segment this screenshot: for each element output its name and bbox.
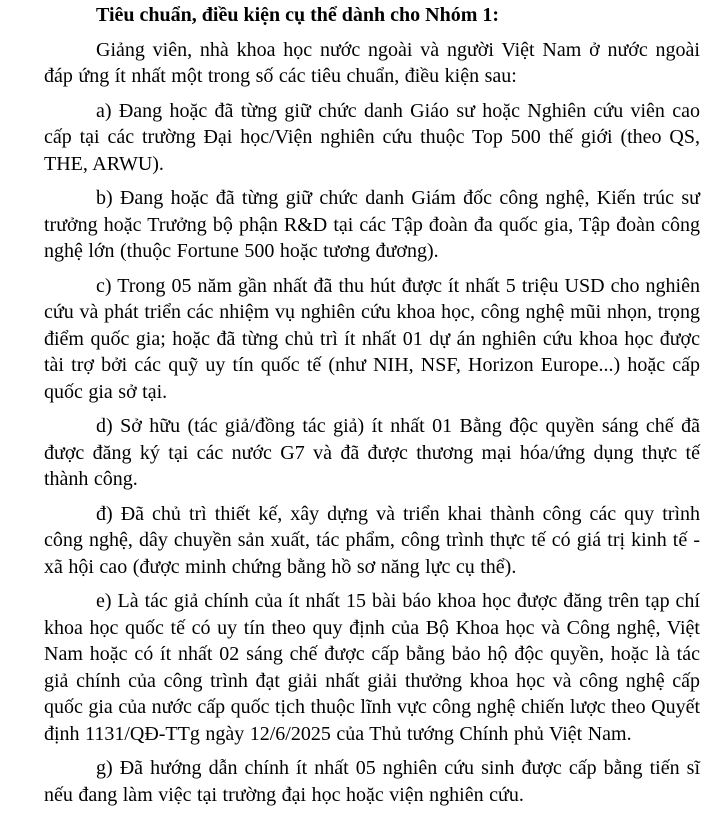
- document-title: Tiêu chuẩn, điều kiện cụ thể dành cho Nhóm 1:: [96, 4, 500, 26]
- paragraph-item-dd: đ) Đã chủ trì thiết kế, xây dựng và triển khai thành công các quy trình công nghệ, dây chuyền sản xuất, tác phẩm, công trình thực tế có giá trị kinh tế - xã hội cao (được minh chứng bằng hồ sơ năng lực cụ thể).: [44, 502, 700, 578]
- paragraph-item-a: a) Đang hoặc đã từng giữ chức danh Giáo sư hoặc Nghiên cứu viên cao cấp tại các trường Đại học/Viện nghiên cứu thuộc Top 500 thế giới (theo QS, THE, ARWU).: [44, 99, 700, 175]
- paragraph-item-g: g) Đã hướng dẫn chính ít nhất 05 nghiên cứu sinh được cấp bằng tiến sĩ nếu đang làm việc tại trường đại học hoặc viện nghiên cứu.: [44, 757, 700, 806]
- paragraph-item-e: e) Là tác giả chính của ít nhất 15 bài báo khoa học được đăng trên tạp chí khoa học quốc tế có uy tín theo quy định của Bộ Khoa học và Công nghệ, Việt Nam hoặc có ít nhất 02 sáng chế được cấp bằng bảo hộ độc quyền, hoặc là tác giả chính của công trình đạt giải nhất giải thưởng khoa học và công nghệ cấp quốc gia của nước cấp quốc tịch thuộc lĩnh vực công nghệ chiến lược theo Quyết định 1131/QĐ-TTg ngày 12/6/2025 của Thủ tướng Chính phủ Việt Nam.: [44, 590, 700, 745]
- paragraph-intro: Giảng viên, nhà khoa học nước ngoài và người Việt Nam ở nước ngoài đáp ứng ít nhất một trong số các tiêu chuẩn, điều kiện sau:: [44, 38, 700, 87]
- paragraph-item-b: b) Đang hoặc đã từng giữ chức danh Giám đốc công nghệ, Kiến trúc sư trưởng hoặc Trưởng bộ phận R&D tại các Tập đoàn đa quốc gia, Tập đoàn công nghệ lớn (thuộc Fortune 500 hoặc tương đương).: [44, 187, 700, 262]
- paragraph-item-c: c) Trong 05 năm gần nhất đã thu hút được ít nhất 5 triệu USD cho nghiên cứu và phát triển các nhiệm vụ nghiên cứu khoa học, công nghệ mũi nhọn, trọng điểm quốc gia; hoặc đã từng chủ trì ít nhất 01 dự án nghiên cứu khoa học được tài trợ bởi các quỹ uy tín quốc tế (như NIH, NSF, Horizon Europe...) hoặc cấp quốc gia sở tại.: [44, 274, 700, 403]
- paragraph-item-d: d) Sở hữu (tác giả/đồng tác giả) ít nhất 01 Bằng độc quyền sáng chế đã được đăng ký tại các nước G7 và đã được thương mại hóa/ứng dụng thực tế thành công.: [44, 415, 700, 490]
